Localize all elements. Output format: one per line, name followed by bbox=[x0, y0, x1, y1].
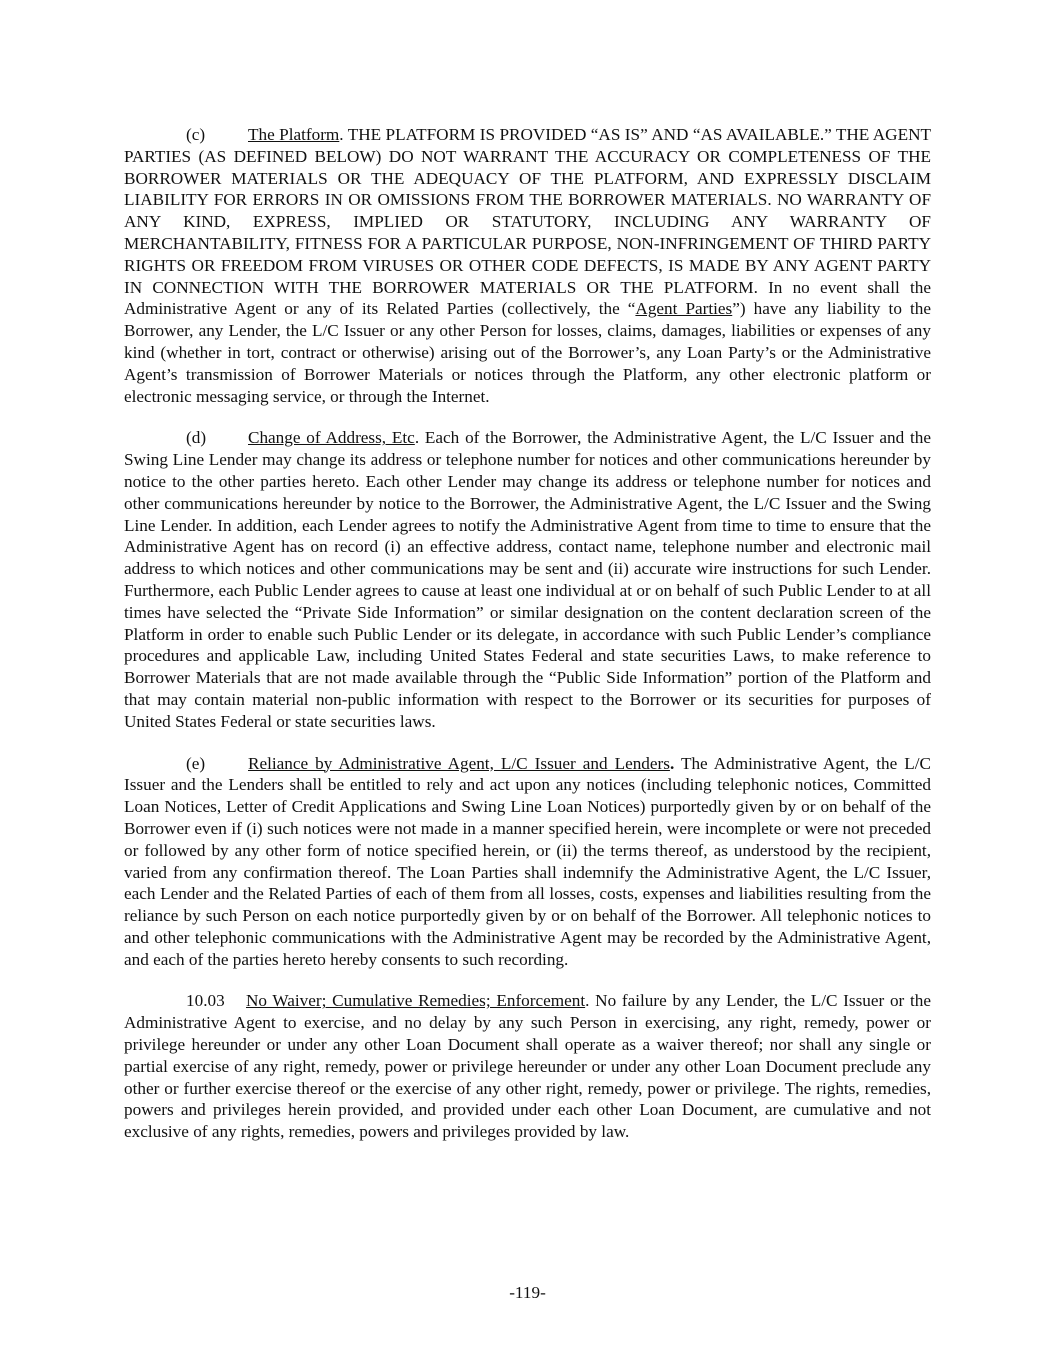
section-body: The Administrative Agent, the L/C Issuer and the Lenders shall be entitled to rely and act upon any notices (including telephonic notices, Committed Loan Notices, Letter of Credit Applications and Swing Line Loan Notices) purportedly given by or on behalf of the Borrower even if (i) such notices were not made in a manner specified herein, were incomplete or were not preceded or followed by any other form of notice specified herein, or (ii) the terms thereof, as understood by the recipient, varied from any confirmation thereof. The Loan Parties shall indemnify the Administrative Agent, the L/C Issuer, each Lender and the Related Parties of each of them from all losses, costs, expenses and liabilities resulting from the reliance by such Person on each notice purportedly given by or on behalf of the Borrower. All telephonic notices to and other telephonic communications with the Administrative Agent may be recorded by the Administrative Agent, and each of the parties hereto hereby consents to such recording. bbox=[124, 753, 931, 969]
document-page bbox=[124, 124, 931, 1163]
section-c-platform bbox=[124, 124, 931, 407]
section-heading: The Platform bbox=[248, 125, 340, 144]
section-body: Each of the Borrower, the Administrative Agent, the L/C Issuer and the Swing Line Lender may change its address or telephone number for notices and other communications hereunder by notice to the other parties hereto. Each other Lender may change its address or telephone number for notices and other communications hereunder by notice to the Borrower, the Administrative Agent, the L/C Issuer and the Swing Line Lender. In addition, each Lender agrees to notify the Administrative Agent from time to time to ensure that the Administrative Agent has on record (i) an effective address, contact name, telephone number and electronic mail address to which notices and other communications may be sent and (ii) accurate wire instructions for such Lender. Furthermore, each Public Lender agrees to cause at least one individual at or on behalf of such Public Lender to at all times have selected the “Private Side Information” or similar designation on the content declaration screen of the Platform in order to enable such Public Lender or its delegate, in accordance with such Public Lender’s compliance procedures and applicable Law, including United States Federal and state securities Laws, to make reference to Borrower Materials that are not made available through the “Public Side Information” portion of the Platform and that may contain material non-public information with respect to the Borrower or its securities for purposes of United States Federal or state securities laws. bbox=[124, 428, 931, 731]
section-body: THE PLATFORM IS PROVIDED “AS IS” AND “AS AVAILABLE.” THE AGENT PARTIES (AS DEFINED BELOW) DO NOT WARRANT THE ACCURACY OR COMPLETENESS OF THE BORROWER MATERIALS OR THE ADEQUACY OF THE PLATFORM, AND EXPRESSLY DISCLAIM LIABILITY FOR ERRORS IN OR OMISSIONS FROM THE BORROWER MATERIALS. NO WARRANTY OF ANY KIND, EXPRESS, IMPLIED OR STATUTORY, INCLUDING ANY WARRANTY OF MERCHANTABILITY, FITNESS FOR A PARTICULAR PURPOSE, NON-INFRINGEMENT OF THIRD PARTY RIGHTS OR FREEDOM FROM VIRUSES OR OTHER CODE DEFECTS, IS MADE BY ANY AGENT PARTY IN CONNECTION WITH THE BORROWER MATERIALS OR THE PLATFORM. In no event shall the Administrative Agent or any of its Related Parties (collectively, the “ bbox=[124, 125, 931, 319]
section-number: (d) bbox=[186, 428, 207, 448]
defined-term: Agent Parties bbox=[635, 299, 733, 319]
section-heading: Reliance by Administrative Agent, L/C Issuer and Lenders bbox=[248, 753, 670, 773]
section-d-change-of-address bbox=[124, 427, 931, 732]
heading-punctuation: . bbox=[585, 991, 590, 1011]
section-number: 10.03 bbox=[186, 991, 225, 1011]
section-e-reliance bbox=[124, 753, 931, 971]
section-body: No failure by any Lender, the L/C Issuer or the Administrative Agent to exercise, and no delay by any such Person in exercising, any right, remedy, power or privilege hereunder or under any other Loan Document shall operate as a waiver thereof; nor shall any single or partial exercise of any right, remedy, power or privilege hereunder or under any other Loan Document preclude any other or further exercise thereof or the exercise of any other right, remedy, power or privilege. The rights, remedies, powers and privileges herein provided, and provided under each other Loan Document, are cumulative and not exclusive of any rights, remedies, powers and privileges provided by law. bbox=[124, 991, 932, 1142]
heading-punctuation: . bbox=[414, 428, 420, 448]
page-number: -119- bbox=[509, 1283, 546, 1302]
section-number: (e) bbox=[186, 753, 206, 773]
heading-punctuation: . bbox=[339, 125, 344, 144]
section-number: (c) bbox=[186, 125, 206, 144]
heading-punctuation: . bbox=[669, 753, 675, 773]
section-body-continued: ”) have any liability to the Borrower, any Lender, the L/C Issuer or any other Person for losses, claims, damages, liabilities or expenses of any kind (whether in tort, contract or otherwise) arising out of the Borrower’s, any Loan Party’s or the Administrative Agent’s transmission of Borrower Materials or notices through the Platform, any other electronic platform or electronic messaging service, or through the Internet. bbox=[124, 299, 931, 406]
section-10-03-no-waiver bbox=[124, 990, 931, 1143]
section-heading: Change of Address, Etc bbox=[248, 428, 415, 448]
section-heading: No Waiver; Cumulative Remedies; Enforcement bbox=[246, 991, 586, 1011]
